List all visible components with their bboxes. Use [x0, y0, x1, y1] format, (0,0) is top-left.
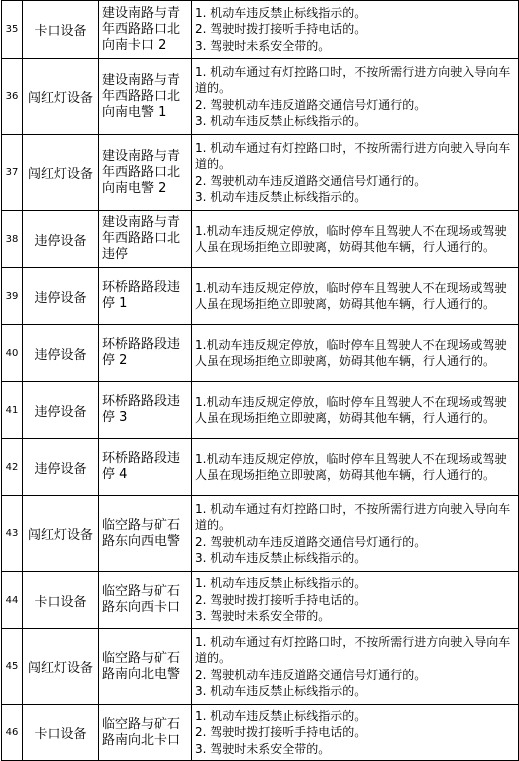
violation-item: 1.机动车违反规定停放，临时停车且驾驶人不在现场或驾驶人虽在现场拒绝立即驶离，妨碍其他车辆，行人通行的。 [195, 394, 507, 425]
table-row [2, 135, 519, 211]
violation-list [192, 59, 519, 135]
violation-list [192, 135, 519, 211]
violation-item: 1.机动车违反规定停放，临时停车且驾驶人不在现场或驾驶人虽在现场拒绝立即驶离，妨碍其他车辆，行人通行的。 [195, 223, 507, 254]
row-number: 46 [2, 705, 23, 761]
violation-item: 3. 驾驶时未系安全带的。 [195, 609, 331, 624]
row-number: 39 [2, 268, 23, 325]
violation-item: 3. 机动车违反禁止标线指示的。 [195, 684, 367, 698]
row-number: 41 [2, 382, 23, 439]
violation-item: 2. 驾驶机动车违反道路交通信号灯通行的。 [195, 173, 427, 188]
violation-item: 3. 机动车违反禁止标线指示的。 [195, 551, 367, 565]
violation-list [192, 629, 519, 705]
violation-item: 3. 驾驶时未系安全带的。 [195, 741, 331, 756]
row-number: 37 [2, 135, 23, 211]
device-location: 环桥路路段违停 4 [99, 439, 192, 496]
violation-item: 3. 机动车违反禁止标线指示的。 [195, 114, 367, 128]
row-number: 35 [2, 1, 23, 59]
device-type: 闯红灯设备 [23, 629, 99, 705]
device-type: 闯红灯设备 [23, 135, 99, 211]
device-type: 违停设备 [23, 439, 99, 496]
table-row [2, 211, 519, 268]
table-body [2, 1, 519, 761]
row-number: 38 [2, 211, 23, 268]
row-number: 36 [2, 59, 23, 135]
table-row [2, 705, 519, 761]
device-location: 临空路与矿石路南向北电警 [99, 629, 192, 705]
violation-list [192, 705, 519, 761]
violation-item: 2. 驾驶机动车违反道路交通信号灯通行的。 [195, 534, 427, 549]
violation-list [192, 382, 519, 439]
device-type: 违停设备 [23, 211, 99, 268]
violation-item: 2. 驾驶时拨打接听手持电话的。 [195, 22, 367, 37]
device-type: 卡口设备 [23, 705, 99, 761]
row-number: 40 [2, 325, 23, 382]
violation-item: 1. 机动车违反禁止标线指示的。 [195, 708, 367, 723]
table-row [2, 496, 519, 572]
violation-item: 1.机动车违反规定停放，临时停车且驾驶人不在现场或驾驶人虽在现场拒绝立即驶离，妨碍其他车辆，行人通行的。 [195, 337, 507, 368]
table-row [2, 629, 519, 705]
violation-list [192, 496, 519, 572]
device-type: 卡口设备 [23, 572, 99, 629]
violation-item: 2. 驾驶时拨打接听手持电话的。 [195, 725, 367, 740]
row-number: 44 [2, 572, 23, 629]
violation-item: 2. 驾驶机动车违反道路交通信号灯通行的。 [195, 667, 427, 682]
equipment-table [1, 0, 519, 761]
device-location: 环桥路路段违停 3 [99, 382, 192, 439]
row-number: 43 [2, 496, 23, 572]
device-location: 临空路与矿石路东向西电警 [99, 496, 192, 572]
violation-item: 2. 驾驶时拨打接听手持电话的。 [195, 592, 367, 607]
violation-item: 3. 机动车违反禁止标线指示的。 [195, 190, 367, 204]
violation-list [192, 572, 519, 629]
table-row [2, 382, 519, 439]
table-row [2, 268, 519, 325]
table-row [2, 572, 519, 629]
device-type: 违停设备 [23, 325, 99, 382]
violation-item: 1. 机动车违反禁止标线指示的。 [195, 576, 367, 591]
table-row [2, 1, 519, 59]
device-type: 卡口设备 [23, 1, 99, 59]
violation-item: 1. 机动车通过有灯控路口时，不按所需行进方向驶入导向车道的。 [195, 64, 511, 95]
device-location: 建设南路与青年西路路口北违停 [99, 211, 192, 268]
device-location: 临空路与矿石路东向西卡口 [99, 572, 192, 629]
device-type: 闯红灯设备 [23, 59, 99, 135]
row-number: 45 [2, 629, 23, 705]
violation-item: 1. 机动车违反禁止标线指示的。 [195, 5, 367, 20]
table-row [2, 439, 519, 496]
violation-item: 3. 驾驶时未系安全带的。 [195, 38, 331, 53]
violation-item: 1.机动车违反规定停放，临时停车且驾驶人不在现场或驾驶人虽在现场拒绝立即驶离，妨碍其他车辆，行人通行的。 [195, 280, 507, 311]
device-location: 建设南路与青年西路路口北向南卡口 2 [99, 1, 192, 59]
device-location: 建设南路与青年西路路口北向南电警 1 [99, 59, 192, 135]
table-row [2, 59, 519, 135]
table-row [2, 325, 519, 382]
violation-item: 2. 驾驶机动车违反道路交通信号灯通行的。 [195, 97, 427, 112]
violation-list [192, 1, 519, 59]
violation-list [192, 325, 519, 382]
device-type: 闯红灯设备 [23, 496, 99, 572]
device-type: 违停设备 [23, 382, 99, 439]
violation-item: 1. 机动车通过有灯控路口时，不按所需行进方向驶入导向车道的。 [195, 140, 511, 171]
violation-list [192, 268, 519, 325]
device-location: 环桥路路段违停 1 [99, 268, 192, 325]
device-location: 建设南路与青年西路路口北向南电警 2 [99, 135, 192, 211]
violation-item: 1. 机动车通过有灯控路口时，不按所需行进方向驶入导向车道的。 [195, 634, 511, 665]
device-type: 违停设备 [23, 268, 99, 325]
violation-item: 1.机动车违反规定停放，临时停车且驾驶人不在现场或驾驶人虽在现场拒绝立即驶离，妨碍其他车辆，行人通行的。 [195, 451, 507, 482]
row-number: 42 [2, 439, 23, 496]
violation-item: 1. 机动车通过有灯控路口时，不按所需行进方向驶入导向车道的。 [195, 501, 511, 532]
violation-list [192, 211, 519, 268]
violation-list [192, 439, 519, 496]
device-location: 环桥路路段违停 2 [99, 325, 192, 382]
device-location: 临空路与矿石路南向北卡口 [99, 705, 192, 761]
